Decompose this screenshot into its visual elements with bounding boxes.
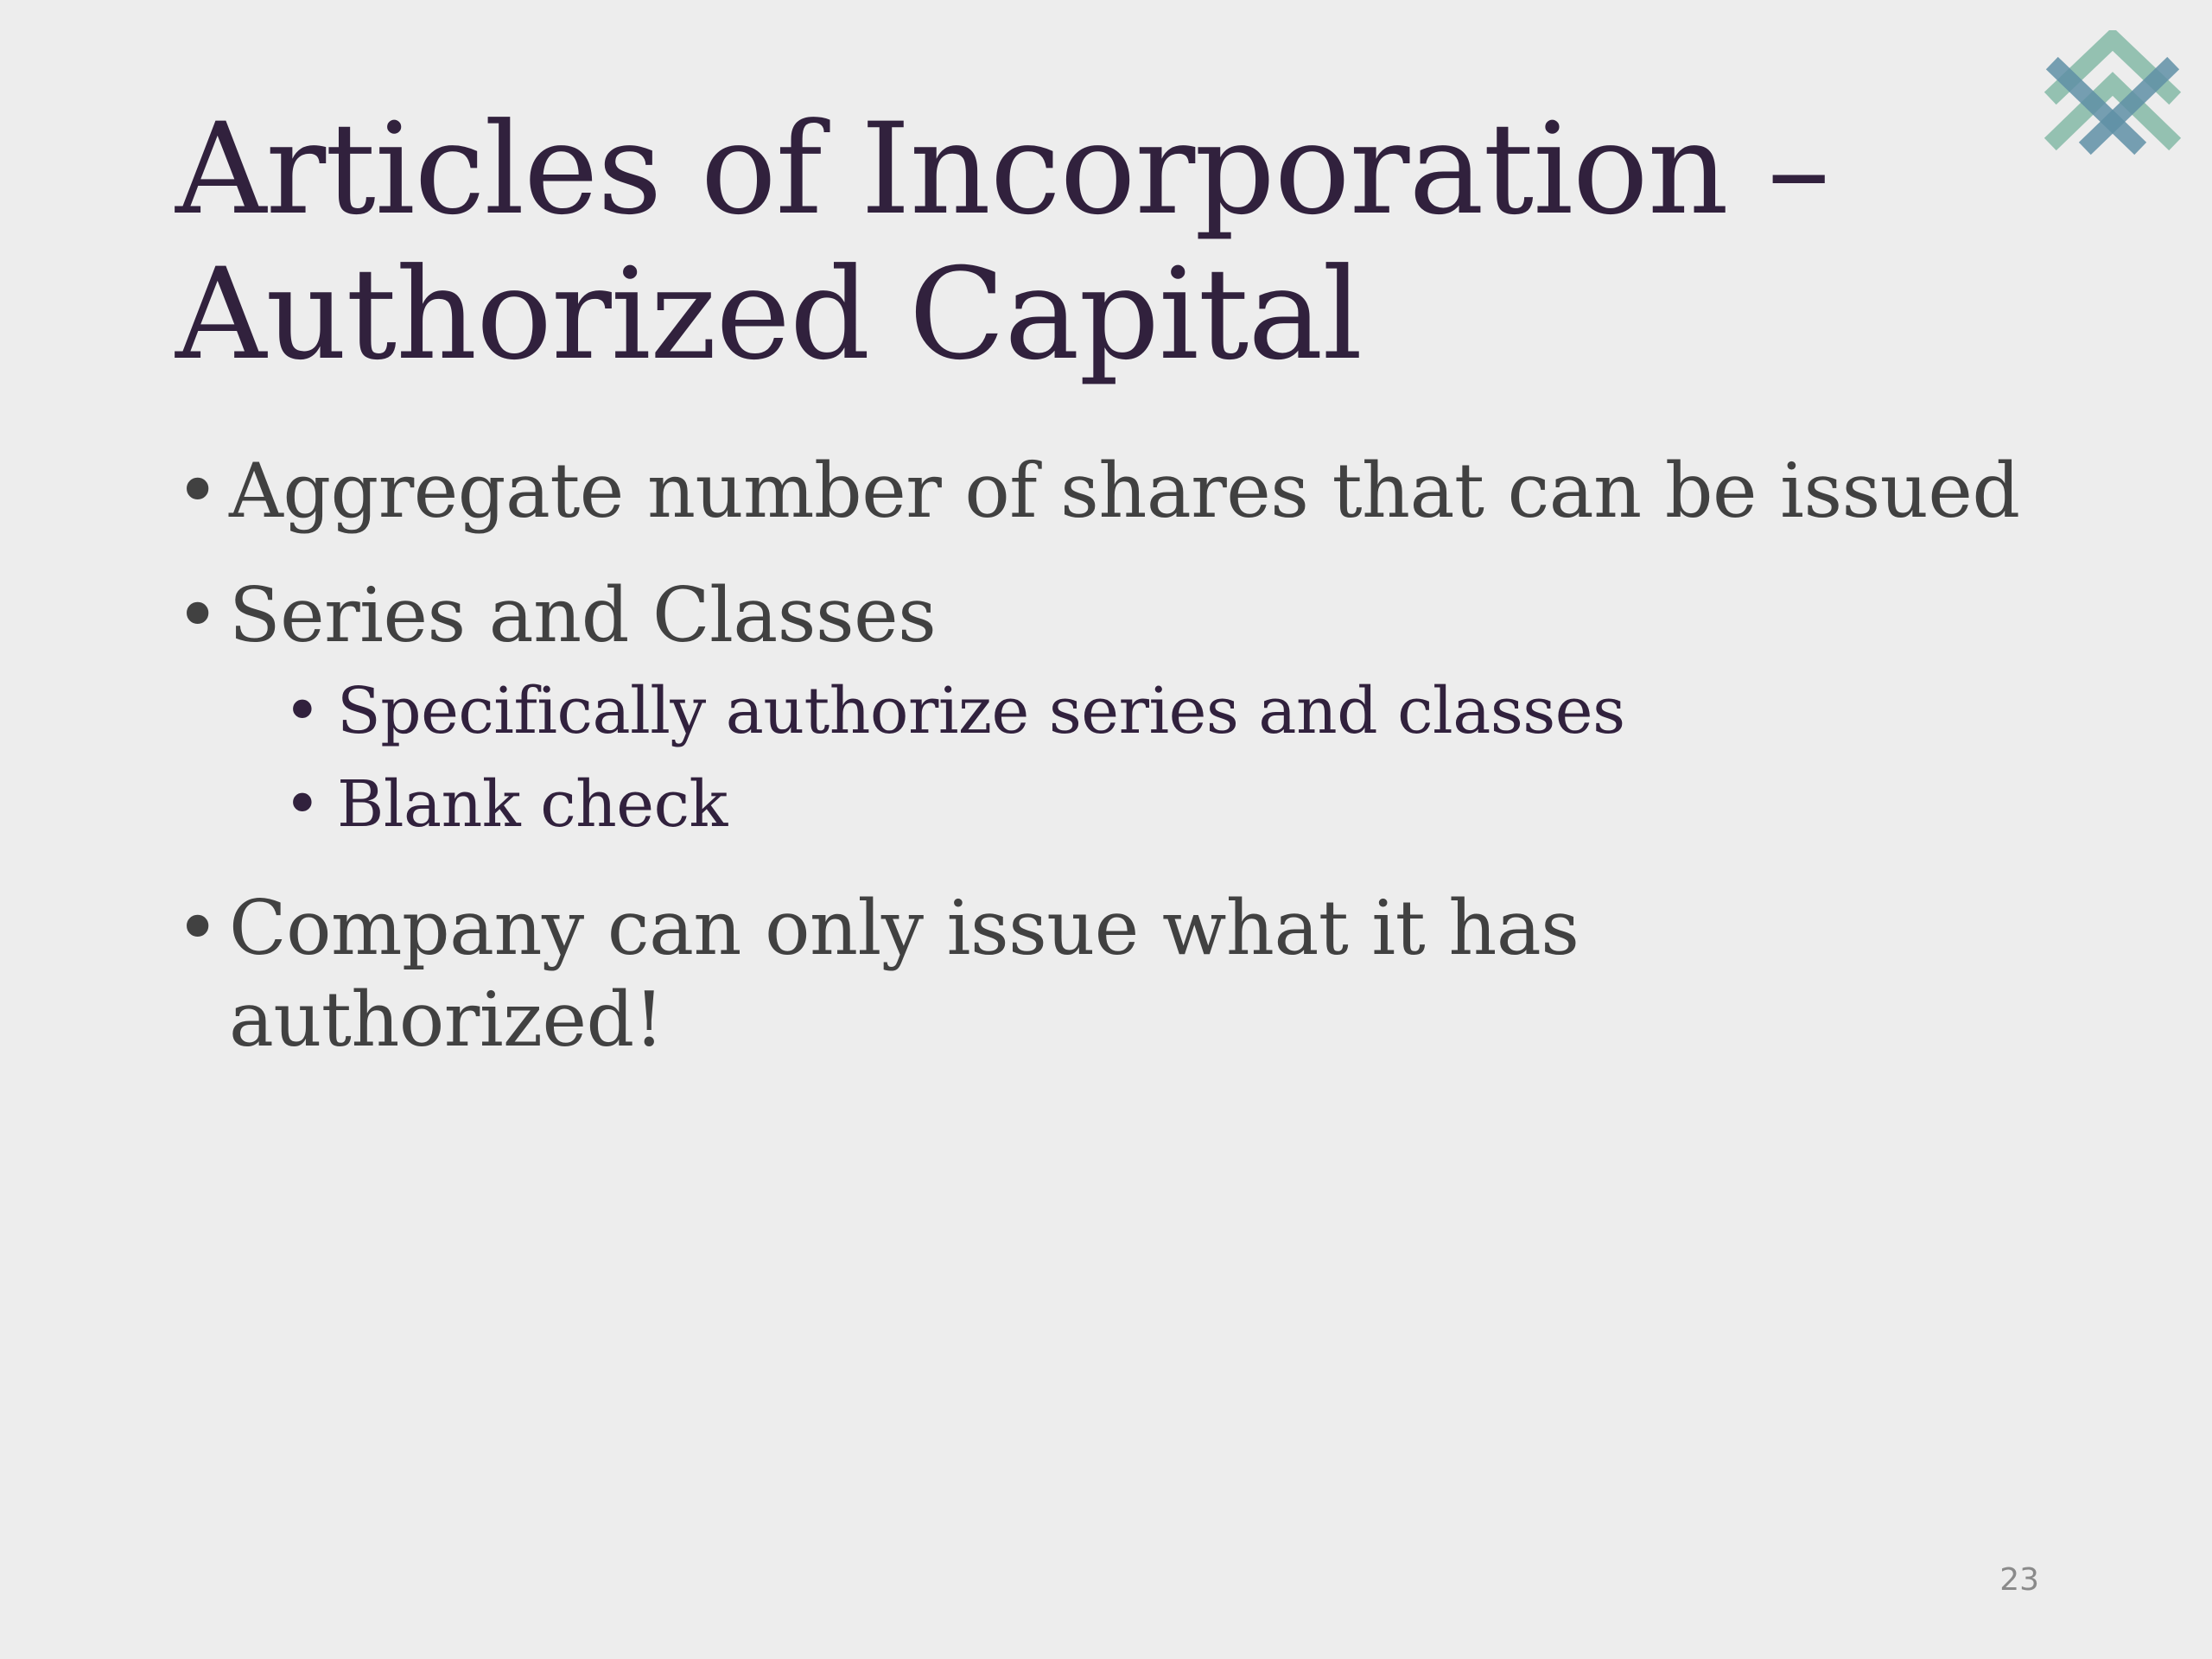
sub-bullet-dot: • bbox=[283, 674, 321, 748]
sub-bullet-group bbox=[175, 664, 2076, 851]
slide-title bbox=[175, 97, 2033, 387]
bullet-dot: • bbox=[175, 884, 219, 972]
title-line-1: Articles of Incorporation – bbox=[175, 96, 1830, 243]
bullet-item bbox=[175, 882, 1698, 1065]
bullet-text: Company can only issue what it has authorized! bbox=[229, 884, 1580, 1064]
sub-bullet-item bbox=[283, 664, 2076, 758]
page-number: 23 bbox=[1999, 1562, 2039, 1598]
bullet-text: Aggregate number of shares that can be issued bbox=[229, 447, 2020, 535]
bullet-item bbox=[175, 445, 2076, 537]
sub-bullet-dot: • bbox=[283, 767, 321, 842]
chevron-lattice-logo-icon bbox=[2039, 30, 2186, 160]
sub-bullet-text: Blank check bbox=[337, 767, 728, 842]
sub-bullet-list bbox=[175, 664, 2076, 851]
sub-bullet-text: Specifically authorize series and classes bbox=[337, 674, 1625, 748]
bullet-dot: • bbox=[175, 571, 219, 659]
bullet-item bbox=[175, 569, 2076, 661]
title-line-2: Authorized Capital bbox=[175, 241, 1363, 388]
bullet-dot: • bbox=[175, 447, 219, 535]
sub-bullet-item bbox=[283, 758, 2076, 851]
bullet-list bbox=[175, 445, 2076, 1098]
bullet-text: Series and Classes bbox=[229, 571, 937, 659]
